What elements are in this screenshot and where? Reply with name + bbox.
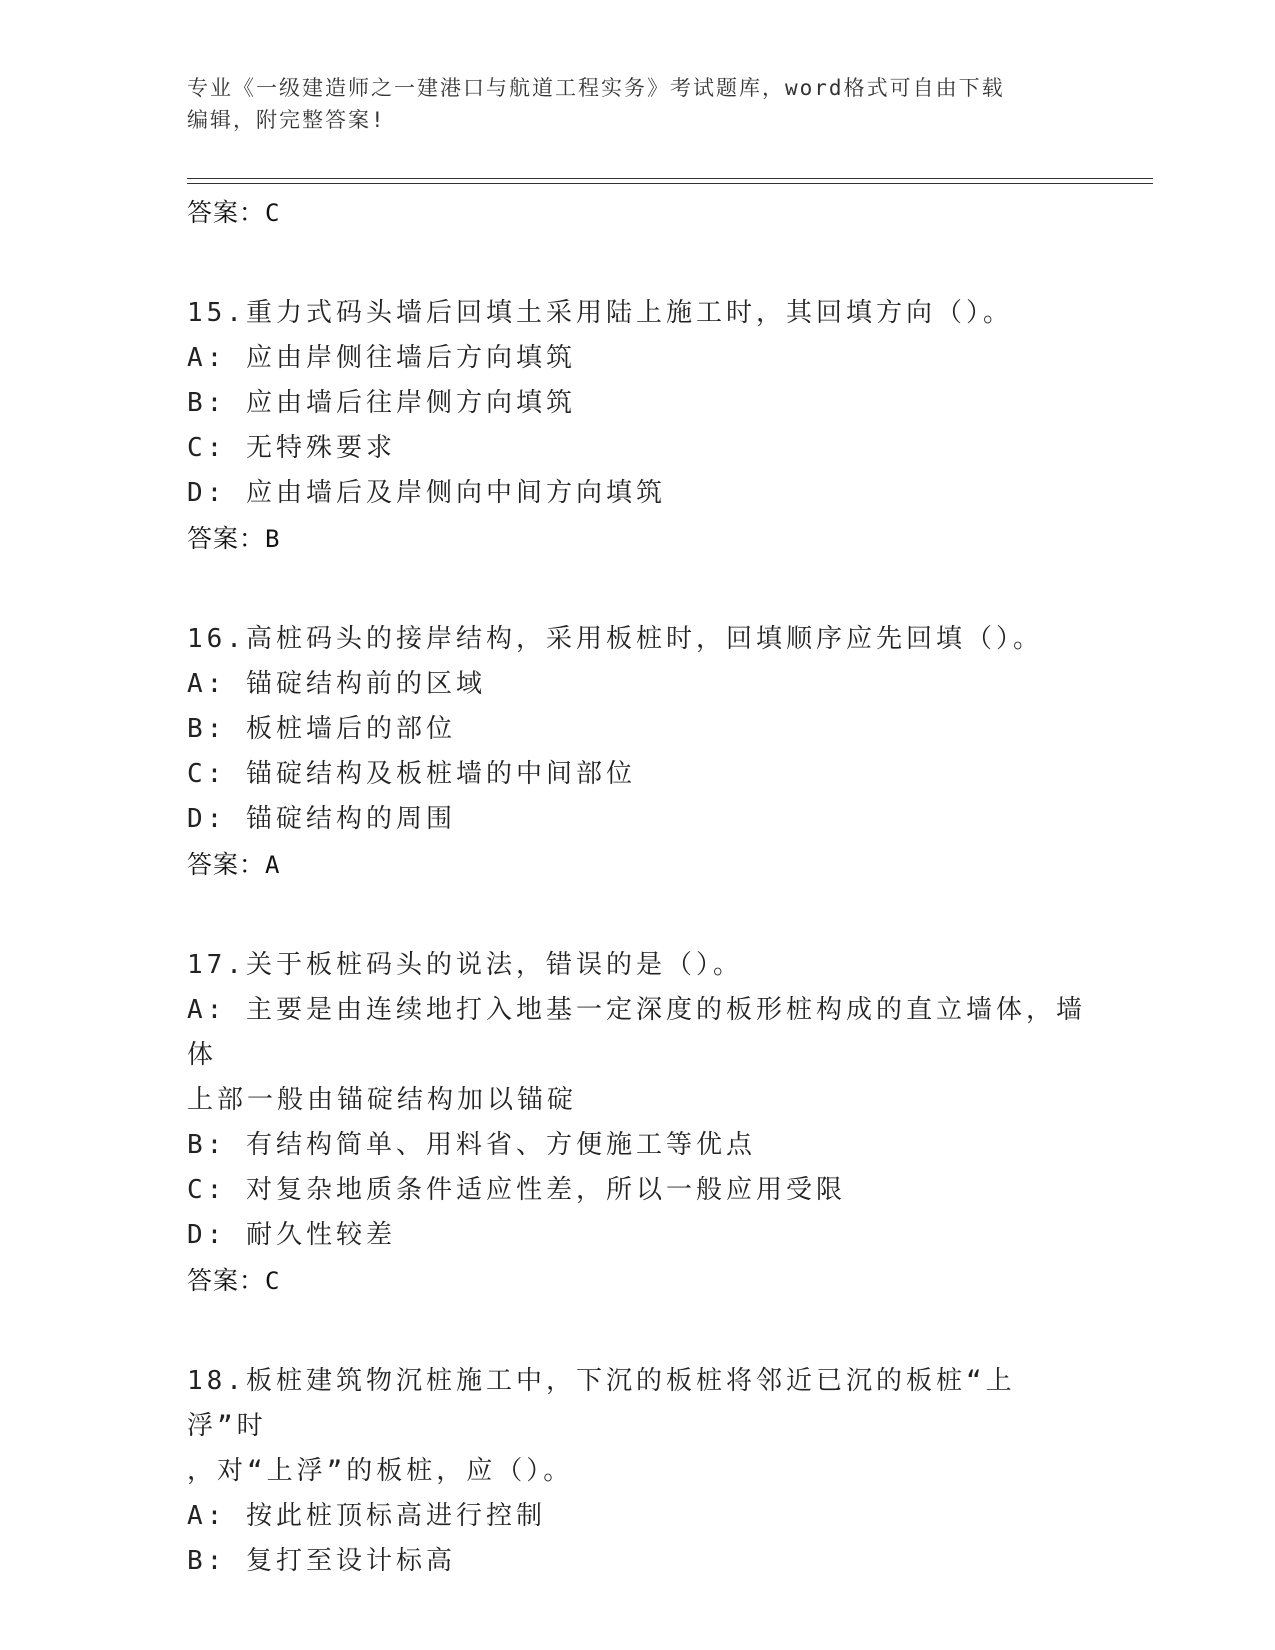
question-stem: ，对“上浮”的板桩，应（）。 [187,1456,574,1486]
questions-container [187,235,1087,1584]
answer-prefix: 答案： [187,198,266,227]
question-gap [187,235,1087,291]
question-gap [187,561,1087,617]
option-line: B: 应由墙后往岸侧方向填筑 [187,388,576,418]
header-line-1: 专业《一级建造师之一建港口与航道工程实务》考试题库，word格式可自由下载 [187,76,1005,100]
option-line: B: 板桩墙后的部位 [187,714,456,744]
option-line: 上部一般由锚碇结构加以锚碇 [187,1085,578,1115]
option-line: D: 耐久性较差 [187,1220,396,1250]
answer-value: C [265,199,281,227]
option-line: A: 按此桩顶标高进行控制 [187,1501,546,1531]
question-block [187,943,1087,1303]
answer-prefix: 答案： [187,1266,266,1295]
question-gap [187,1303,1087,1359]
option-line: A: 锚碇结构前的区域 [187,669,486,699]
question-stem: 18.板桩建筑物沉桩施工中，下沉的板桩将邻近已沉的板桩“上浮”时 [187,1366,1016,1441]
answer-line [187,842,1087,887]
answer-line [187,190,1087,235]
option-line: B: 复打至设计标高 [187,1546,456,1576]
header-divider-top [187,178,1153,179]
option-line: C: 对复杂地质条件适应性差，所以一般应用受限 [187,1175,846,1205]
question-block [187,291,1087,561]
option-line: B: 有结构简单、用料省、方便施工等优点 [187,1130,756,1160]
answer-line [187,1258,1087,1303]
question-stem: 15.重力式码头墙后回填土采用陆上施工时，其回填方向（）。 [187,298,1013,328]
question-list [187,190,1087,1584]
option-line: A: 应由岸侧往墙后方向填筑 [187,343,576,373]
answer-line [187,516,1087,561]
option-line: D: 锚碇结构的周围 [187,804,456,834]
question-gap [187,887,1087,943]
question-stem: 17.关于板桩码头的说法，错误的是（）。 [187,950,743,980]
answer-prefix: 答案： [187,850,266,879]
option-line: C: 无特殊要求 [187,433,396,463]
document-header [187,72,1067,136]
answer-value: A [265,851,281,879]
answer-prefix: 答案： [187,524,266,553]
option-line: C: 锚碇结构及板桩墙的中间部位 [187,759,636,789]
question-block [187,1359,1087,1584]
answer-value: B [265,525,281,553]
header-line-2: 编辑，附完整答案! [187,108,386,132]
question-block [187,617,1087,887]
question-stem: 16.高桩码头的接岸结构，采用板桩时，回填顺序应先回填（）。 [187,624,1043,654]
option-line: A: 主要是由连续地打入地基一定深度的板形桩构成的直立墙体，墙体 [187,995,1086,1070]
option-line: D: 应由墙后及岸侧向中间方向填筑 [187,478,666,508]
answer-value: C [265,1267,281,1295]
header-divider-bottom [187,183,1153,184]
